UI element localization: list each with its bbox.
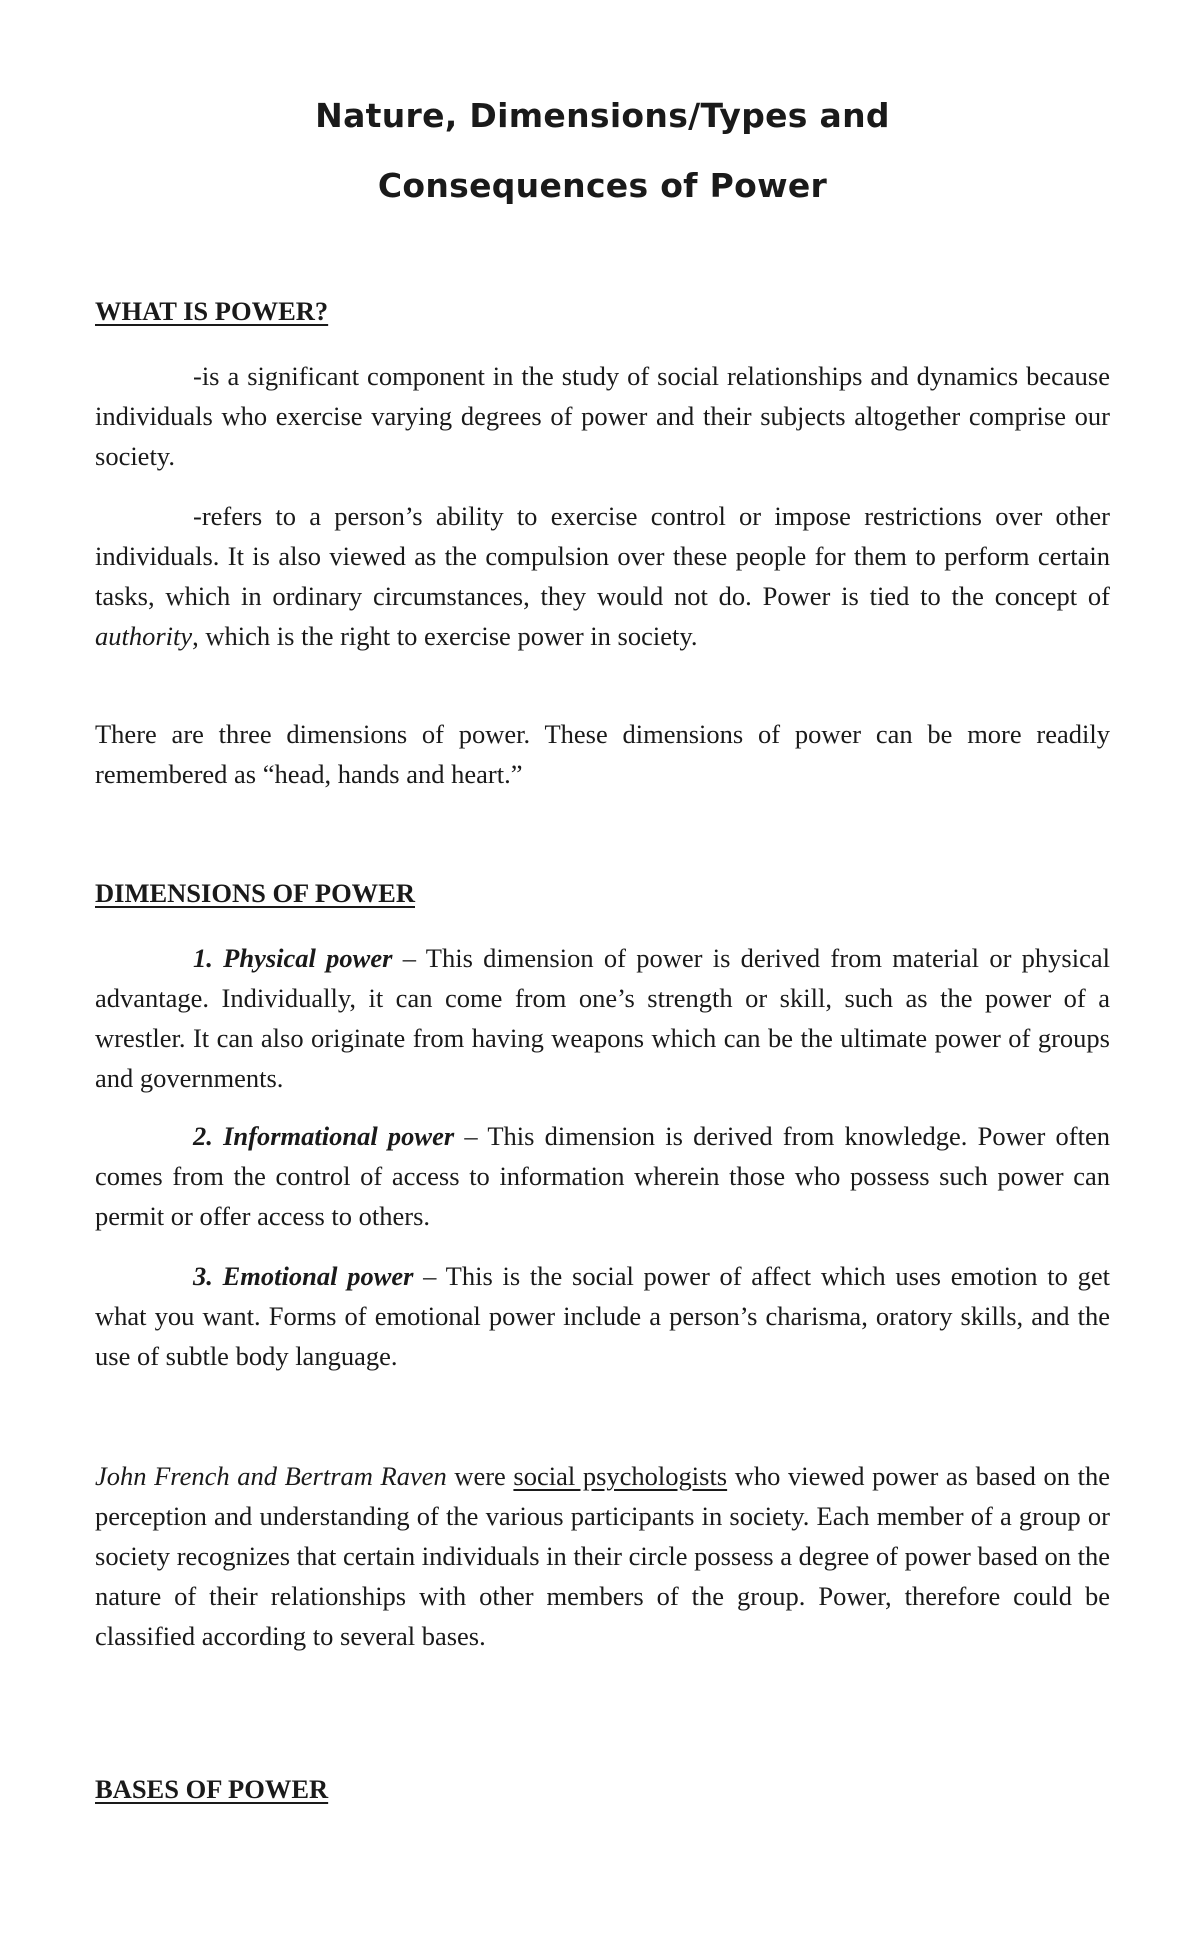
paragraph-power-significance: -is a significant component in the study of social relationships and dynamics because individuals who exercise varying degrees of power and their subjects altogether comprise our society. — [95, 361, 1110, 471]
heading-dimensions-of-power: DIMENSIONS OF POWER — [95, 878, 415, 908]
paragraph-power-definition-part2: , which is the right to exercise power in society. — [192, 621, 698, 651]
dimension-text: – This dimension of power is derived from material or physical advantage. Individually, it can come from one’s strength or skill, such as the power of a wrestler. It can also originate from having weapons which can be the ultimate power of groups and governments. — [95, 943, 1110, 1093]
authority-term: authority — [95, 621, 193, 651]
paragraph-french-raven — [95, 1456, 1110, 1656]
dimension-item-physical — [95, 938, 1110, 1098]
dimension-text: – This dimension is derived from knowledge. Power often comes from the control of access to information wherein those who possess such power can permit or offer access to others. — [95, 1121, 1110, 1231]
french-raven-rest: who viewed power as based on the perception and understanding of the various participants in society. Each member of a group or society recognizes that certain individuals in their circle possess a degree of power based on the nature of their relationships with other members of the group. Power, therefore could be classified according to several bases. — [95, 1461, 1110, 1651]
french-raven-connector: were — [446, 1461, 514, 1491]
dimension-item-emotional — [95, 1256, 1110, 1376]
paragraph-three-dimensions: There are three dimensions of power. These dimensions of power can be more readily remembered as “head, hands and heart.” — [95, 719, 1110, 789]
document-title-line-2: Consequences of Power — [377, 166, 828, 205]
dimension-text: – This is the social power of affect which uses emotion to get what you want. Forms of emotional power include a person’s charisma, oratory skills, and the use of subtle body language. — [95, 1261, 1110, 1371]
dimension-label: 1. Physical power — [193, 943, 393, 973]
heading-bases-of-power: BASES OF POWER — [95, 1774, 329, 1804]
heading-what-is-power: WHAT IS POWER? — [95, 296, 329, 326]
dimension-item-informational — [95, 1116, 1110, 1236]
author-names: John French and Bertram Raven — [95, 1461, 447, 1491]
paragraph-power-definition — [95, 496, 1110, 656]
dimension-label: 2. Informational power — [193, 1121, 455, 1151]
document-title-line-1: Nature, Dimensions/Types and — [315, 96, 890, 135]
dimension-label: 3. Emotional power — [193, 1261, 414, 1291]
social-psychologists-link[interactable]: social psychologists — [513, 1461, 728, 1491]
paragraph-power-definition-part1: -refers to a person’s ability to exercise control or impose restrictions over other individuals. It is also viewed as the compulsion over these people for them to perform certain tasks, which in ordinary circumstances, they would not do. Power is tied to the concept of — [95, 501, 1110, 611]
